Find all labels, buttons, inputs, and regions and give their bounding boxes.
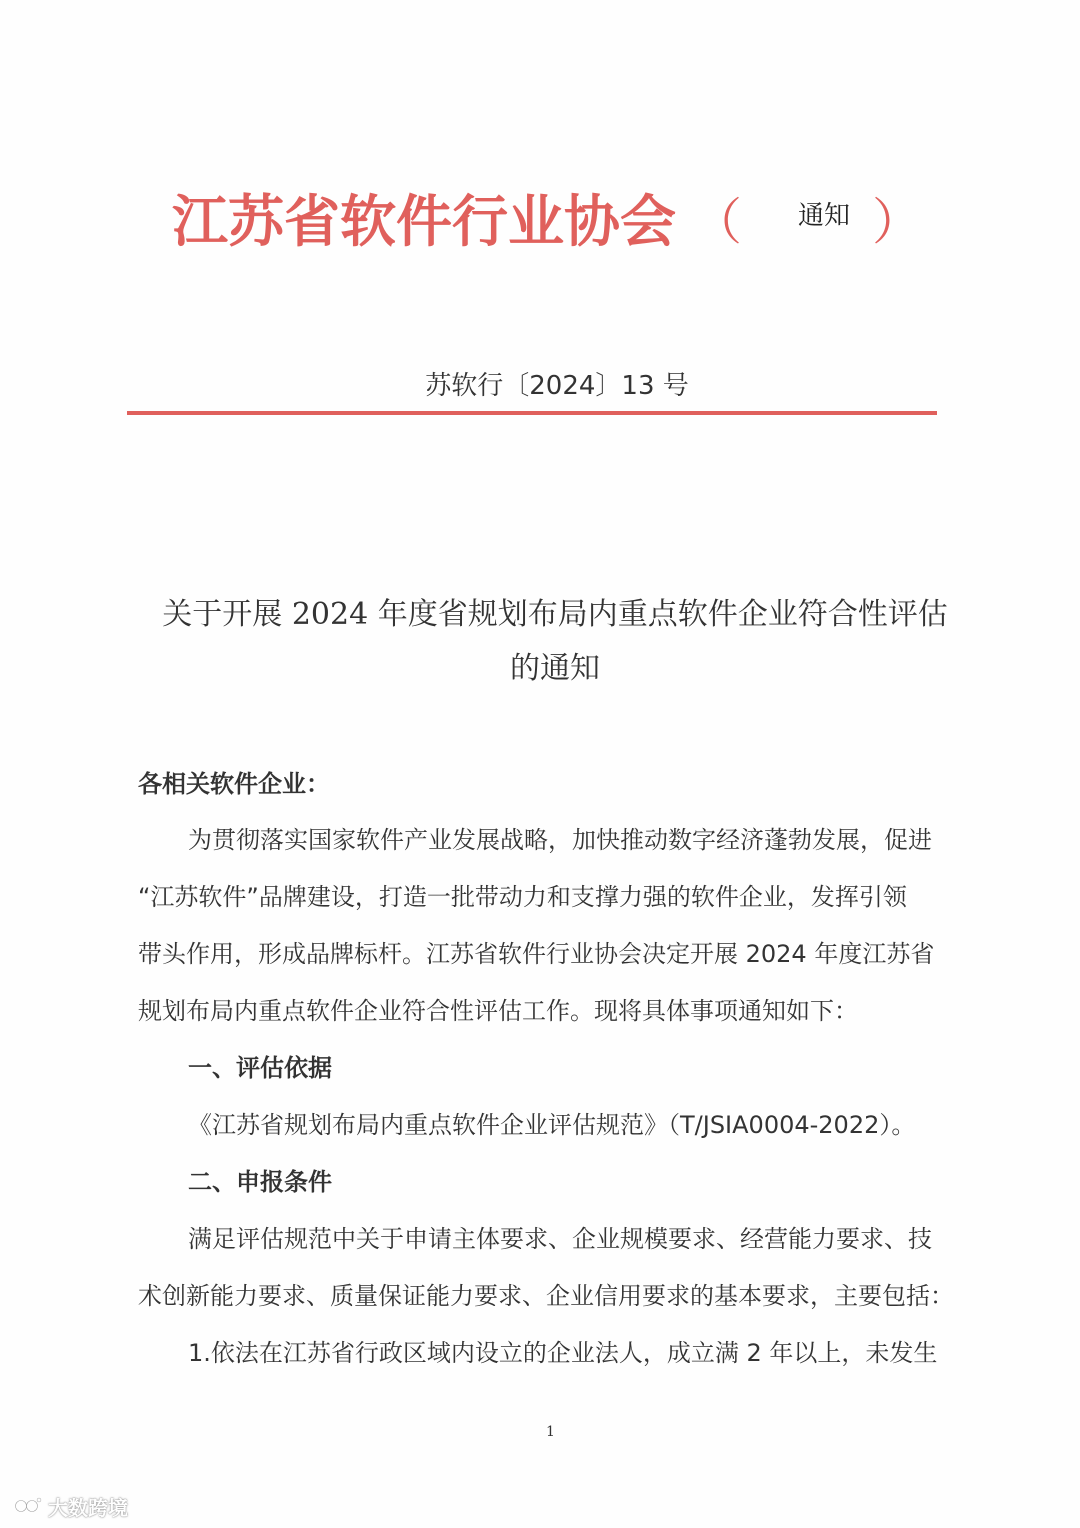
red-divider [127,411,937,415]
title-line-1: 关于开展 2024 年度省规划布局内重点软件企业符合性评估 [162,597,948,632]
paragraph-1-line-2: “江苏软件”品牌建设，打造一批带动力和支撑力强的软件企业，发挥引领 [138,883,907,911]
watermark [14,1490,128,1522]
watermark-logo-icon [14,1495,42,1517]
document-title [130,588,980,696]
paren-close: ） [872,193,922,251]
paragraph-4-line-1: 1.依法在江苏省行政区域内设立的企业法人，成立满 2 年以上，未发生 [188,1339,938,1367]
paragraph-3-line-2: 术创新能力要求、质量保证能力要求、企业信用要求的基本要求，主要包括： [138,1282,954,1310]
doc-type: 通知 [798,201,851,231]
letterhead [172,186,932,266]
paragraph-1-line-4: 规划布局内重点软件企业符合性评估工作。现将具体事项通知如下： [138,997,858,1025]
watermark-text: 大数跨境 [48,1495,128,1520]
paren-open: （ [692,193,742,251]
title-line-2: 的通知 [510,651,600,686]
paragraph-1-line-1: 为贯彻落实国家软件产业发展战略，加快推动数字经济蓬勃发展，促进 [188,826,932,854]
paragraph-3-line-1: 满足评估规范中关于申请主体要求、企业规模要求、经营能力要求、技 [188,1225,932,1253]
page-number: 1 [546,1424,555,1440]
salutation: 各相关软件企业： [138,770,330,798]
document-number: 苏软行〔2024〕13 号 [425,371,689,401]
org-name: 江苏省软件行业协会 [172,189,676,255]
paragraph-1-line-3: 带头作用，形成品牌标杆。江苏省软件行业协会决定开展 2024 年度江苏省 [138,940,935,968]
section-heading-2: 二、申报条件 [188,1168,332,1196]
section-heading-1: 一、评估依据 [188,1054,332,1082]
paragraph-2: 《江苏省规划布局内重点软件企业评估规范》（T/JSIA0004-2022）。 [188,1111,916,1139]
